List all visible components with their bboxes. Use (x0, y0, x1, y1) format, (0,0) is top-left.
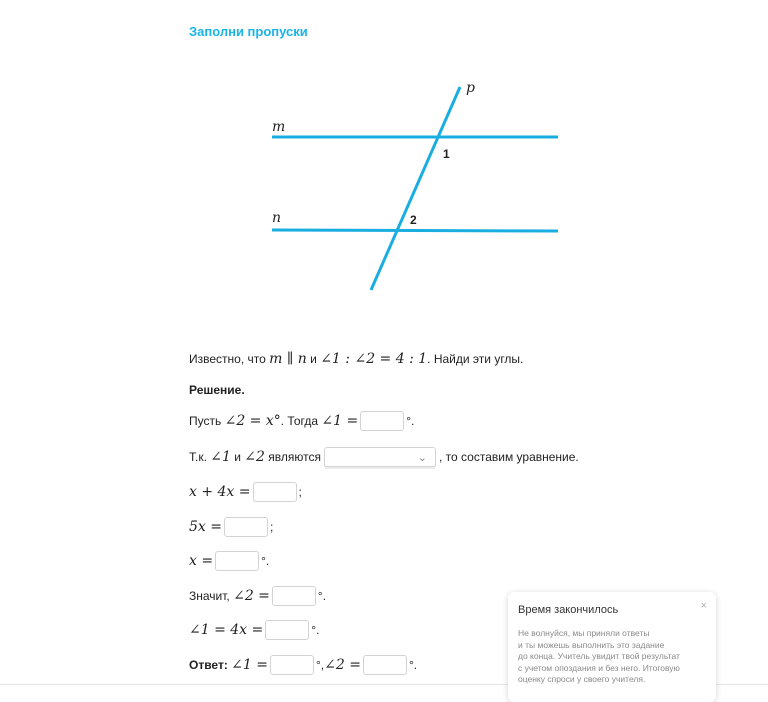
equation-4: Значит, ∠2 = °. (189, 588, 327, 604)
label-m: m (272, 119, 286, 135)
label-p: p (466, 80, 475, 96)
eq2-input[interactable] (224, 517, 268, 537)
answer-angle1-input[interactable] (270, 655, 314, 675)
equation-2: 5x = ; (189, 519, 274, 535)
eq1-input[interactable] (253, 482, 297, 502)
close-icon[interactable]: × (700, 600, 707, 612)
x-input[interactable] (215, 551, 259, 571)
toast-title: Время закончилось (518, 604, 619, 616)
solution-heading: Решение. (189, 383, 245, 397)
equation-5: ∠1 = 4x = °. (189, 622, 320, 638)
answer-line: Ответ: ∠1 = °, ∠2 = °. (189, 657, 418, 673)
angle-2-label: 2 (410, 213, 417, 227)
step-let: Пусть ∠2 = x° . Тогда ∠1 = °. (189, 413, 415, 429)
task-title: Заполни пропуски (189, 24, 308, 39)
chevron-down-icon: ⌄ (417, 451, 427, 464)
angle-type-select[interactable] (324, 447, 436, 467)
equation-1: x + 4x = ; (189, 484, 302, 500)
step-since: Т.к. ∠1 и ∠2 являются ⌄ , то составим уравнение. (189, 449, 579, 465)
time-over-toast (508, 592, 716, 702)
line-n (272, 230, 558, 231)
angle-1-label: 1 (443, 147, 450, 161)
answer-angle2-input[interactable] (363, 655, 407, 675)
line-p (371, 87, 460, 290)
equation-3: x = °. (189, 553, 270, 569)
problem-statement: Известно, что m ∥ n и ∠1 : ∠2 = 4 : 1 . Найди эти углы. (189, 351, 524, 367)
label-n: n (272, 210, 282, 226)
angle1-input[interactable] (360, 411, 404, 431)
toast-message: Не волнуйся, мы приняли ответы и ты можешь выполнить это задание до конца. Учитель увидит твой результат с учетом опоздания и без него. Итоговую оценку спроси у своего учителя. (518, 628, 680, 684)
geometry-figure (260, 70, 570, 300)
angle2-input[interactable] (272, 586, 316, 606)
angle1-result-input[interactable] (265, 620, 309, 640)
